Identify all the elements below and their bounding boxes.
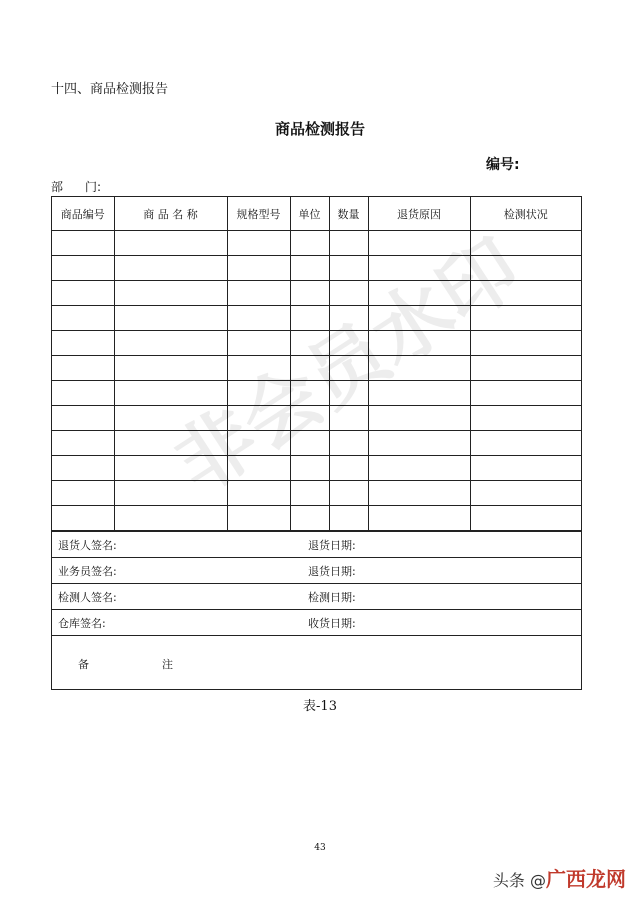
footer-brand [493, 863, 626, 892]
table-cell[interactable] [368, 356, 470, 381]
table-cell[interactable] [329, 381, 368, 406]
table-cell[interactable] [52, 231, 114, 256]
header-row [52, 197, 581, 231]
table-row [52, 356, 581, 381]
column-header: 规格型号 [227, 197, 290, 231]
table-cell[interactable] [470, 256, 581, 281]
table-cell[interactable] [227, 256, 290, 281]
table-cell[interactable] [470, 456, 581, 481]
table-cell[interactable] [227, 356, 290, 381]
table-cell[interactable] [290, 431, 329, 456]
date-label: 收货日期: [308, 616, 356, 630]
table-cell[interactable] [329, 356, 368, 381]
table-cell[interactable] [329, 281, 368, 306]
table-cell[interactable] [114, 281, 227, 306]
table-cell[interactable] [114, 306, 227, 331]
table-cell[interactable] [290, 381, 329, 406]
department-label [51, 178, 101, 195]
table-row [52, 481, 581, 506]
column-header: 检测状况 [470, 197, 581, 231]
table-cell[interactable] [290, 506, 329, 531]
table-cell[interactable] [52, 381, 114, 406]
table-caption: 表-13 [303, 699, 337, 714]
table-cell[interactable] [52, 306, 114, 331]
table-cell[interactable] [290, 356, 329, 381]
table-cell[interactable] [52, 256, 114, 281]
table-cell[interactable] [329, 331, 368, 356]
table-cell[interactable] [368, 381, 470, 406]
table-cell[interactable] [329, 456, 368, 481]
table-cell[interactable] [470, 281, 581, 306]
table-cell[interactable] [368, 406, 470, 431]
table-cell[interactable] [227, 506, 290, 531]
table-cell[interactable] [329, 256, 368, 281]
table-cell[interactable] [470, 356, 581, 381]
table-row [52, 406, 581, 431]
table-cell[interactable] [470, 231, 581, 256]
table-cell[interactable] [290, 331, 329, 356]
column-header: 退货原因 [368, 197, 470, 231]
table-cell[interactable] [227, 306, 290, 331]
table-cell[interactable] [52, 281, 114, 306]
date-label: 退货日期: [308, 538, 356, 552]
column-header: 单位 [290, 197, 329, 231]
table-cell[interactable] [470, 306, 581, 331]
table-cell[interactable] [114, 331, 227, 356]
table-row [52, 456, 581, 481]
table-cell[interactable] [52, 406, 114, 431]
table-row [52, 431, 581, 456]
table-cell[interactable] [329, 306, 368, 331]
item-table [52, 197, 581, 531]
remarks-label-a: 备 [78, 658, 89, 671]
remarks-label-b: 注 [162, 658, 173, 671]
table-cell[interactable] [52, 456, 114, 481]
table-cell[interactable] [368, 506, 470, 531]
table-row [52, 331, 581, 356]
table-cell[interactable] [329, 506, 368, 531]
table-row [52, 306, 581, 331]
table-cell[interactable] [470, 381, 581, 406]
signature-row [52, 609, 581, 635]
table-cell[interactable] [470, 331, 581, 356]
table-cell[interactable] [368, 231, 470, 256]
signature-label: 检测人签名: [58, 590, 117, 604]
column-header: 数量 [329, 197, 368, 231]
table-cell[interactable] [227, 231, 290, 256]
table-cell[interactable] [227, 381, 290, 406]
table-cell[interactable] [368, 281, 470, 306]
table-cell[interactable] [52, 481, 114, 506]
inspection-form [51, 196, 582, 690]
table-cell[interactable] [227, 331, 290, 356]
table-cell[interactable] [114, 381, 227, 406]
date-label: 退货日期: [308, 564, 356, 578]
table-cell[interactable] [227, 406, 290, 431]
column-header: 商 品 名 称 [114, 197, 227, 231]
table-cell[interactable] [114, 456, 227, 481]
column-header: 商品编号 [52, 197, 114, 231]
table-cell[interactable] [470, 481, 581, 506]
signature-label: 业务员签名: [58, 564, 117, 578]
table-cell[interactable] [290, 406, 329, 431]
table-cell[interactable] [114, 256, 227, 281]
signature-row [52, 531, 581, 557]
table-cell[interactable] [368, 331, 470, 356]
department-label-b: 门: [85, 180, 102, 194]
signature-label: 退货人签名: [58, 538, 117, 552]
table-cell[interactable] [329, 231, 368, 256]
number-label: 编号: [486, 157, 520, 173]
table-cell[interactable] [290, 256, 329, 281]
date-label: 检测日期: [308, 590, 356, 604]
table-row [52, 281, 581, 306]
remarks-row [52, 635, 581, 692]
table-cell[interactable] [227, 431, 290, 456]
table-cell[interactable] [329, 431, 368, 456]
signature-label: 仓库签名: [58, 616, 106, 630]
signature-row [52, 583, 581, 609]
table-cell[interactable] [52, 331, 114, 356]
table-cell[interactable] [368, 481, 470, 506]
table-row [52, 381, 581, 406]
table-cell[interactable] [368, 431, 470, 456]
table-cell[interactable] [290, 306, 329, 331]
table-cell[interactable] [52, 506, 114, 531]
table-cell[interactable] [290, 481, 329, 506]
table-cell[interactable] [227, 281, 290, 306]
table-cell[interactable] [470, 506, 581, 531]
signature-row [52, 557, 581, 583]
table-cell[interactable] [114, 481, 227, 506]
section-heading: 十四、商品检测报告 [51, 82, 169, 97]
table-row [52, 506, 581, 531]
table-cell[interactable] [114, 356, 227, 381]
table-cell[interactable] [368, 456, 470, 481]
table-cell[interactable] [114, 506, 227, 531]
table-cell[interactable] [329, 481, 368, 506]
table-cell[interactable] [368, 256, 470, 281]
department-label-a: 部 [51, 180, 64, 194]
table-cell[interactable] [227, 481, 290, 506]
table-cell[interactable] [52, 356, 114, 381]
table-cell[interactable] [290, 281, 329, 306]
report-title: 商品检测报告 [274, 120, 365, 138]
table-cell[interactable] [52, 431, 114, 456]
table-cell[interactable] [470, 431, 581, 456]
table-row [52, 256, 581, 281]
table-cell[interactable] [329, 406, 368, 431]
table-row [52, 231, 581, 256]
page-number: 43 [314, 843, 326, 853]
table-cell[interactable] [114, 231, 227, 256]
table-cell[interactable] [114, 406, 227, 431]
footer-brand-a: 头条 @ [492, 871, 546, 890]
table-cell[interactable] [227, 456, 290, 481]
footer-brand-b: 广西龙网 [546, 867, 626, 891]
table-cell[interactable] [290, 456, 329, 481]
watermark: 非会员水印 [159, 222, 536, 511]
table-cell[interactable] [114, 431, 227, 456]
table-cell[interactable] [368, 306, 470, 331]
table-cell[interactable] [470, 406, 581, 431]
table-cell[interactable] [290, 231, 329, 256]
